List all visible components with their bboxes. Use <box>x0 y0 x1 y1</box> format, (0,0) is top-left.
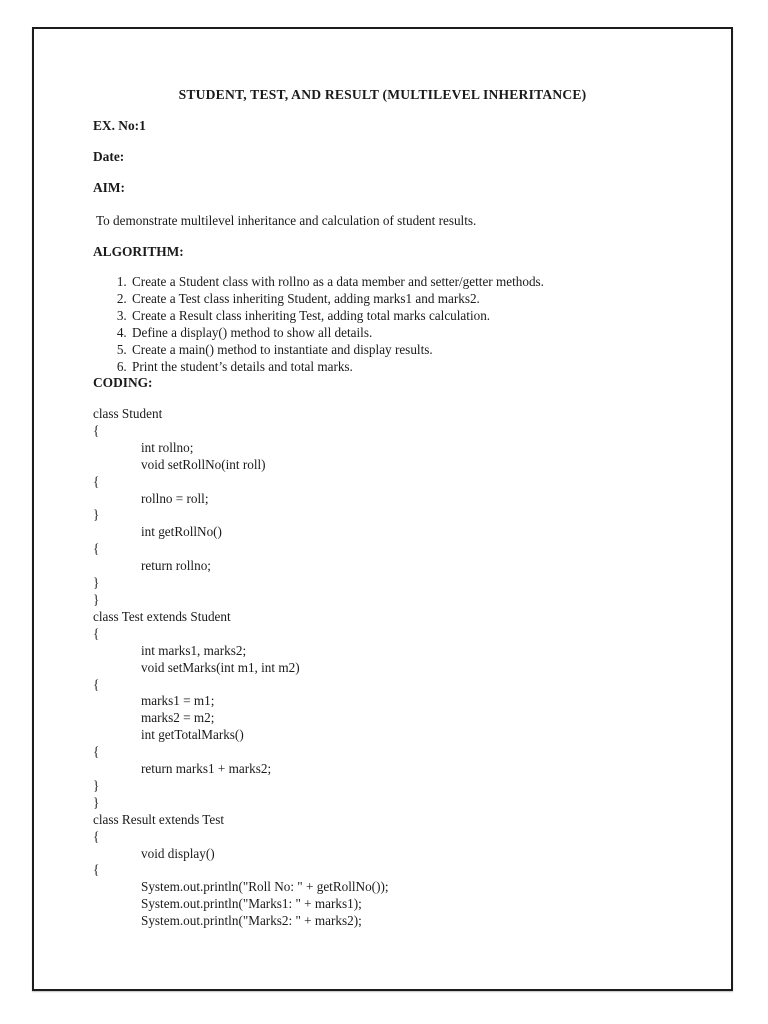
code-line: class Student <box>93 406 163 421</box>
code-line: return rollno; <box>141 558 211 574</box>
code-line: int getTotalMarks() <box>141 727 244 743</box>
code-line: return marks1 + marks2; <box>141 761 272 777</box>
code-line: int getRollNo() <box>141 524 222 540</box>
code-line: int rollno; <box>141 439 194 455</box>
exercise-number-label: EX. No:1 <box>93 118 146 133</box>
date-label: Date: <box>93 149 125 164</box>
code-line: marks2 = m2; <box>141 710 215 726</box>
algorithm-step: 6. Print the student’s details and total marks. <box>130 359 690 376</box>
code-line: } <box>93 777 100 793</box>
code-line: void setMarks(int m1, int m2) <box>141 659 300 675</box>
algorithm-step: 3. Create a Result class inheriting Test, adding total marks calculation. <box>130 308 690 325</box>
code-line: { <box>93 473 100 489</box>
code-line: { <box>93 828 100 844</box>
code-line: } <box>93 591 100 607</box>
code-line: { <box>93 676 100 692</box>
code-line: void setRollNo(int roll) <box>141 456 266 472</box>
algorithm-step: 1. Create a Student class with rollno as a data member and setter/getter methods. <box>130 274 690 291</box>
algorithm-step: 2. Create a Test class inheriting Student, adding marks1 and marks2. <box>130 291 690 308</box>
code-line: marks1 = m1; <box>141 693 215 709</box>
page-title: STUDENT, TEST, AND RESULT (MULTILEVEL INHERITANCE) <box>178 87 587 102</box>
code-line: { <box>93 862 100 878</box>
code-line: System.out.println("Roll No: " + getRollNo()); <box>141 879 389 895</box>
code-block <box>93 406 693 930</box>
coding-heading: CODING: <box>93 375 153 390</box>
code-line: class Test extends Student <box>93 608 231 624</box>
algorithm-step-list <box>93 274 690 375</box>
code-line: int marks1, marks2; <box>141 642 247 658</box>
algorithm-step: 5. Create a main() method to instantiate and display results. <box>130 342 690 359</box>
code-line: } <box>93 575 100 591</box>
code-line: } <box>93 794 100 810</box>
code-line: } <box>93 507 100 523</box>
code-line: class Result extends Test <box>93 811 225 827</box>
code-line: { <box>93 625 100 641</box>
code-line: { <box>93 744 100 760</box>
code-line: rollno = roll; <box>141 490 209 506</box>
aim-heading: AIM: <box>93 180 125 195</box>
code-line: { <box>93 541 100 557</box>
algorithm-step: 4. Define a display() method to show all details. <box>130 325 690 342</box>
code-line: { <box>93 422 100 438</box>
code-line: System.out.println("Marks1: " + marks1); <box>141 896 362 912</box>
code-line: void display() <box>141 845 215 861</box>
aim-text: To demonstrate multilevel inheritance and calculation of student results. <box>96 213 477 228</box>
code-line: System.out.println("Marks2: " + marks2); <box>141 913 362 929</box>
algorithm-heading: ALGORITHM: <box>93 244 184 259</box>
